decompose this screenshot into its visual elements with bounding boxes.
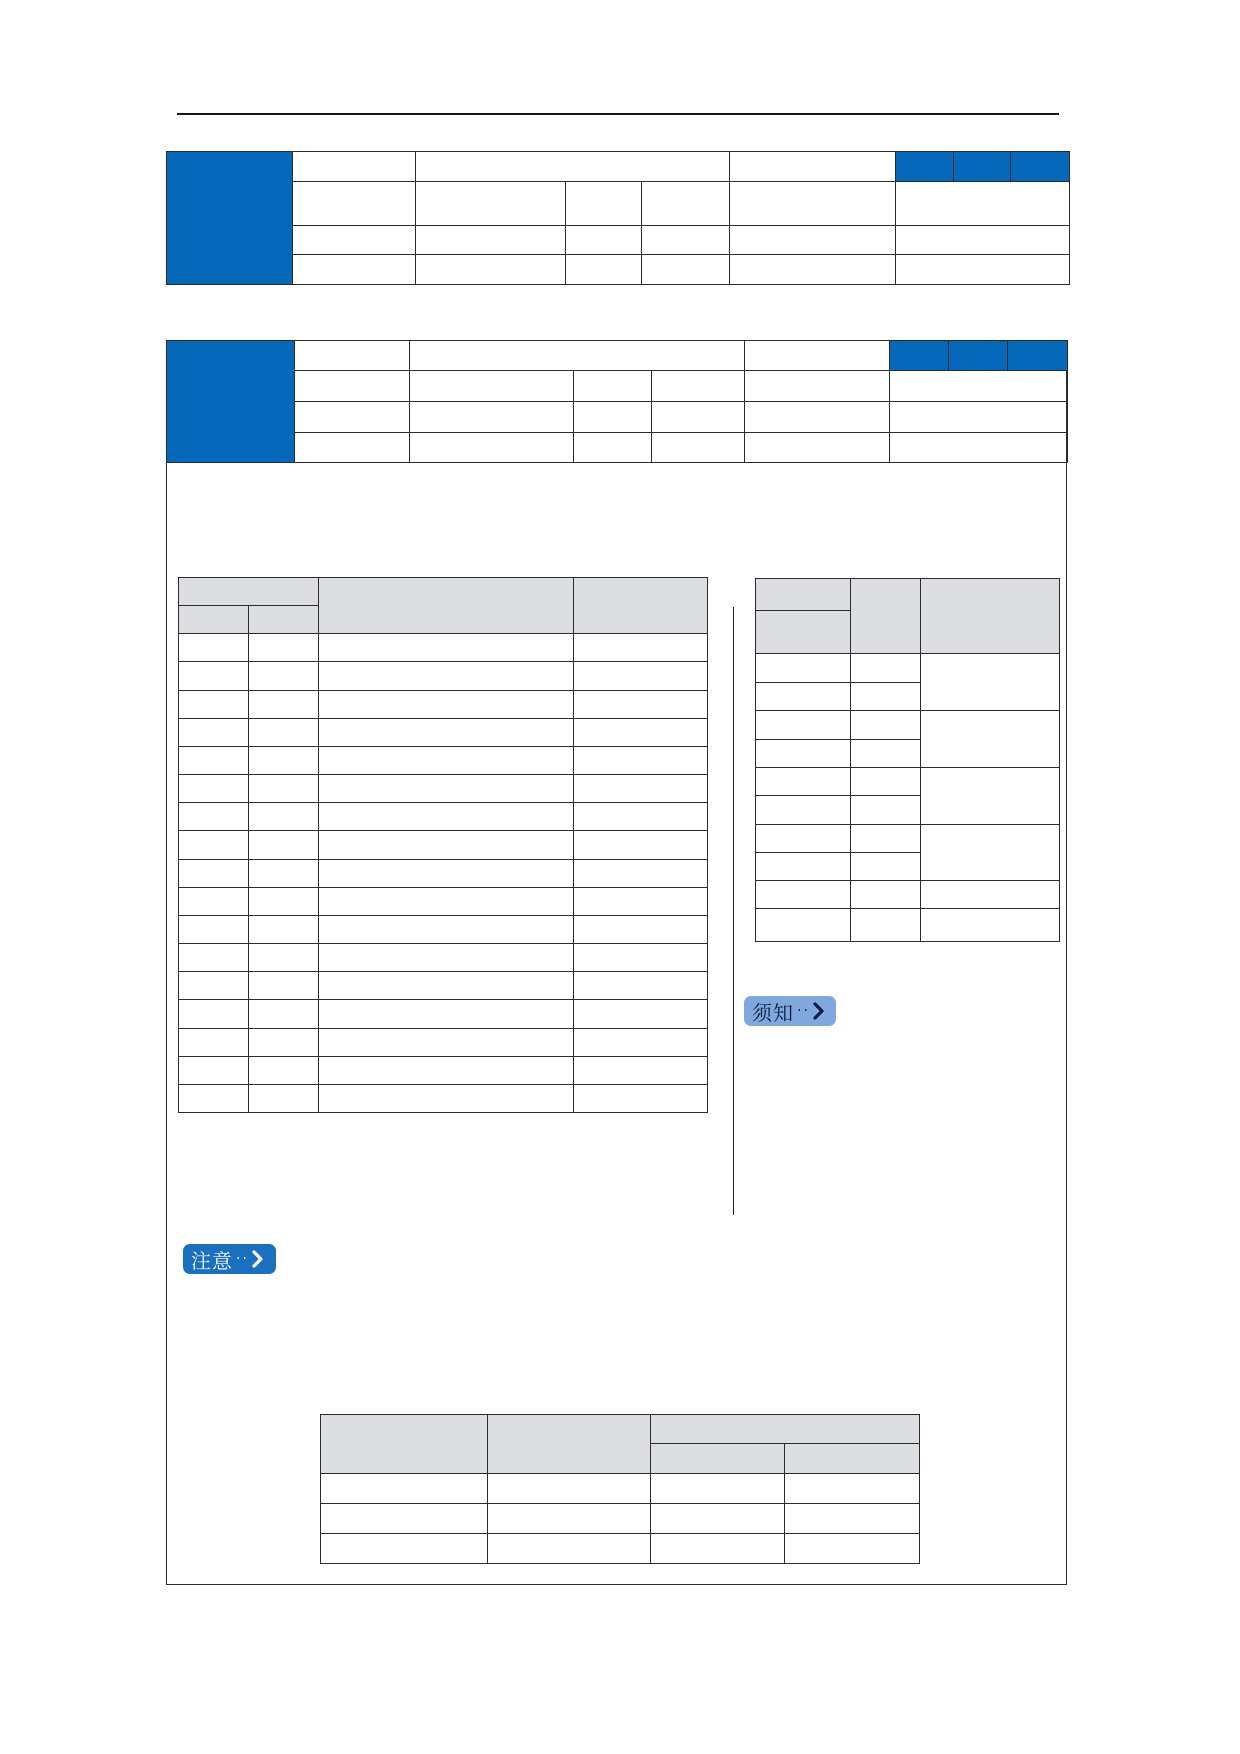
header-cell — [756, 579, 851, 611]
table-cell — [756, 653, 851, 682]
table-cell — [756, 909, 851, 942]
spec-cell — [890, 402, 1068, 433]
table-cell — [319, 859, 574, 887]
spec-cell — [295, 433, 410, 463]
table-cell — [179, 859, 249, 887]
table-cell — [179, 944, 249, 972]
table-cell — [785, 1474, 920, 1504]
table-cell — [574, 1056, 708, 1084]
spec-cell — [416, 226, 566, 255]
header-cell — [179, 578, 319, 606]
header-cell — [651, 1415, 920, 1444]
header-cell — [851, 579, 921, 654]
table-cell — [249, 1000, 319, 1028]
table-cell — [179, 662, 249, 690]
table-cell — [179, 887, 249, 915]
table-cell — [249, 662, 319, 690]
spec-cell — [896, 226, 1070, 255]
header-cell — [321, 1415, 488, 1474]
spec-cell — [745, 433, 890, 463]
table-cell — [851, 796, 921, 824]
table-cell — [756, 711, 851, 739]
table-cell — [851, 909, 921, 942]
table-cell — [319, 1084, 574, 1112]
table-cell — [249, 634, 319, 662]
column-divider — [733, 607, 734, 1215]
table-cell — [756, 824, 851, 852]
table-cell — [851, 881, 921, 909]
table-cell — [319, 803, 574, 831]
table-cell — [321, 1534, 488, 1564]
spec-cell — [652, 433, 745, 463]
table-cell — [319, 915, 574, 943]
header-cell — [249, 606, 319, 634]
spec-cell — [295, 371, 410, 402]
spec-cell — [416, 182, 566, 226]
table-cell — [319, 718, 574, 746]
spec-cell — [642, 226, 730, 255]
table-cell — [179, 718, 249, 746]
table-cell — [319, 1000, 574, 1028]
table-cell — [249, 775, 319, 803]
table-cell — [921, 768, 1060, 825]
attention-badge — [183, 1244, 276, 1274]
table-cell — [921, 653, 1060, 711]
table-cell — [179, 775, 249, 803]
table-cell — [756, 796, 851, 824]
table-cell — [179, 972, 249, 1000]
table-cell — [488, 1474, 651, 1504]
table-cell — [756, 881, 851, 909]
header-cell — [921, 579, 1060, 654]
chevron-right-icon — [812, 1001, 826, 1021]
spec-cell — [566, 226, 642, 255]
spec-cell — [295, 341, 410, 371]
table-cell — [574, 1084, 708, 1112]
badge-dots: ·· — [797, 1003, 810, 1019]
table-cell — [179, 1056, 249, 1084]
header-cell — [574, 578, 708, 634]
header-cell — [319, 578, 574, 634]
header-rule — [177, 113, 1059, 115]
spec-cell — [896, 182, 1070, 226]
spec-cell — [293, 255, 416, 285]
table-cell — [851, 711, 921, 739]
table-cell — [921, 711, 1060, 768]
table-cell — [651, 1504, 785, 1534]
spec-cell — [896, 255, 1070, 285]
spec-cell — [293, 182, 416, 226]
spec-cell — [566, 182, 642, 226]
spec-cell — [574, 402, 652, 433]
chevron-right-icon — [251, 1249, 265, 1269]
spec-cell — [745, 341, 890, 371]
side-table — [755, 578, 1060, 942]
table-cell — [756, 739, 851, 767]
table-cell — [179, 803, 249, 831]
table-cell — [785, 1534, 920, 1564]
table-cell — [249, 887, 319, 915]
table-cell — [249, 718, 319, 746]
table-cell — [249, 690, 319, 718]
spec-cell — [410, 402, 574, 433]
spec-cell — [410, 433, 574, 463]
table-cell — [249, 831, 319, 859]
table-cell — [488, 1534, 651, 1564]
table-cell — [249, 1084, 319, 1112]
table-cell — [319, 972, 574, 1000]
header-cell — [651, 1444, 785, 1474]
table-cell — [179, 690, 249, 718]
flag-cell — [949, 341, 1008, 371]
attention-label: 注意 — [191, 1248, 233, 1273]
table-cell — [574, 775, 708, 803]
table-cell — [319, 887, 574, 915]
table-cell — [756, 852, 851, 880]
table-cell — [851, 739, 921, 767]
table-cell — [249, 944, 319, 972]
table-cell — [574, 690, 708, 718]
table-cell — [249, 972, 319, 1000]
spec-cell — [730, 226, 896, 255]
table-cell — [651, 1474, 785, 1504]
table-cell — [921, 824, 1060, 881]
table-cell — [921, 881, 1060, 909]
table-cell — [756, 683, 851, 711]
spec-table-2 — [166, 340, 1068, 463]
flag-cell — [1011, 152, 1070, 182]
table-cell — [574, 859, 708, 887]
spec-cell — [295, 402, 410, 433]
table-cell — [319, 1028, 574, 1056]
table-cell — [574, 831, 708, 859]
table-cell — [574, 746, 708, 774]
table-cell — [249, 746, 319, 774]
table-cell — [179, 1028, 249, 1056]
bottom-table — [320, 1414, 920, 1564]
spec-cell — [416, 152, 730, 182]
table-cell — [179, 634, 249, 662]
table-cell — [249, 1028, 319, 1056]
table-cell — [249, 803, 319, 831]
spec-cell — [642, 182, 730, 226]
spec-cell — [890, 371, 1068, 402]
table-cell — [319, 944, 574, 972]
spec-cell — [642, 255, 730, 285]
table-cell — [319, 634, 574, 662]
spec-cell — [890, 433, 1068, 463]
spec-table-1 — [166, 151, 1070, 285]
must-know-label: 须知 — [752, 1000, 794, 1025]
table-cell — [574, 1000, 708, 1028]
table-cell — [179, 915, 249, 943]
table-cell — [179, 831, 249, 859]
spec-cell — [293, 226, 416, 255]
spec-cell — [410, 371, 574, 402]
model-block — [167, 152, 293, 285]
table-cell — [319, 690, 574, 718]
table-cell — [574, 718, 708, 746]
table-cell — [179, 1000, 249, 1028]
table-cell — [319, 775, 574, 803]
table-cell — [574, 972, 708, 1000]
flag-cell — [1008, 341, 1068, 371]
header-cell — [785, 1444, 920, 1474]
model-block — [167, 341, 295, 463]
table-cell — [249, 915, 319, 943]
table-cell — [321, 1474, 488, 1504]
flag-cell — [890, 341, 949, 371]
spec-cell — [293, 152, 416, 182]
table-cell — [319, 662, 574, 690]
table-cell — [249, 1056, 319, 1084]
header-cell — [488, 1415, 651, 1474]
table-cell — [851, 824, 921, 852]
spec-cell — [745, 402, 890, 433]
table-cell — [921, 909, 1060, 942]
table-cell — [574, 803, 708, 831]
table-cell — [319, 1056, 574, 1084]
table-cell — [785, 1504, 920, 1534]
table-cell — [574, 1028, 708, 1056]
table-cell — [574, 887, 708, 915]
badge-dots: ·· — [236, 1251, 249, 1267]
table-cell — [851, 768, 921, 796]
spec-cell — [730, 152, 896, 182]
table-cell — [756, 768, 851, 796]
spec-cell — [652, 371, 745, 402]
table-cell — [249, 859, 319, 887]
header-cell — [179, 606, 249, 634]
table-cell — [574, 915, 708, 943]
table-cell — [851, 653, 921, 682]
table-cell — [319, 831, 574, 859]
table-cell — [321, 1504, 488, 1534]
table-cell — [574, 634, 708, 662]
flag-cell — [954, 152, 1011, 182]
table-cell — [851, 852, 921, 880]
spec-cell — [416, 255, 566, 285]
parameter-table — [178, 577, 708, 1113]
header-cell — [756, 611, 851, 653]
spec-cell — [652, 402, 745, 433]
flag-cell — [896, 152, 954, 182]
table-cell — [488, 1504, 651, 1534]
table-cell — [574, 944, 708, 972]
table-cell — [651, 1534, 785, 1564]
spec-cell — [745, 371, 890, 402]
spec-cell — [730, 255, 896, 285]
spec-cell — [566, 255, 642, 285]
table-cell — [179, 1084, 249, 1112]
table-cell — [574, 662, 708, 690]
spec-cell — [730, 182, 896, 226]
spec-cell — [410, 341, 745, 371]
must-know-badge — [744, 996, 836, 1026]
table-cell — [851, 683, 921, 711]
spec-cell — [574, 371, 652, 402]
table-cell — [319, 746, 574, 774]
spec-cell — [574, 433, 652, 463]
table-cell — [179, 746, 249, 774]
